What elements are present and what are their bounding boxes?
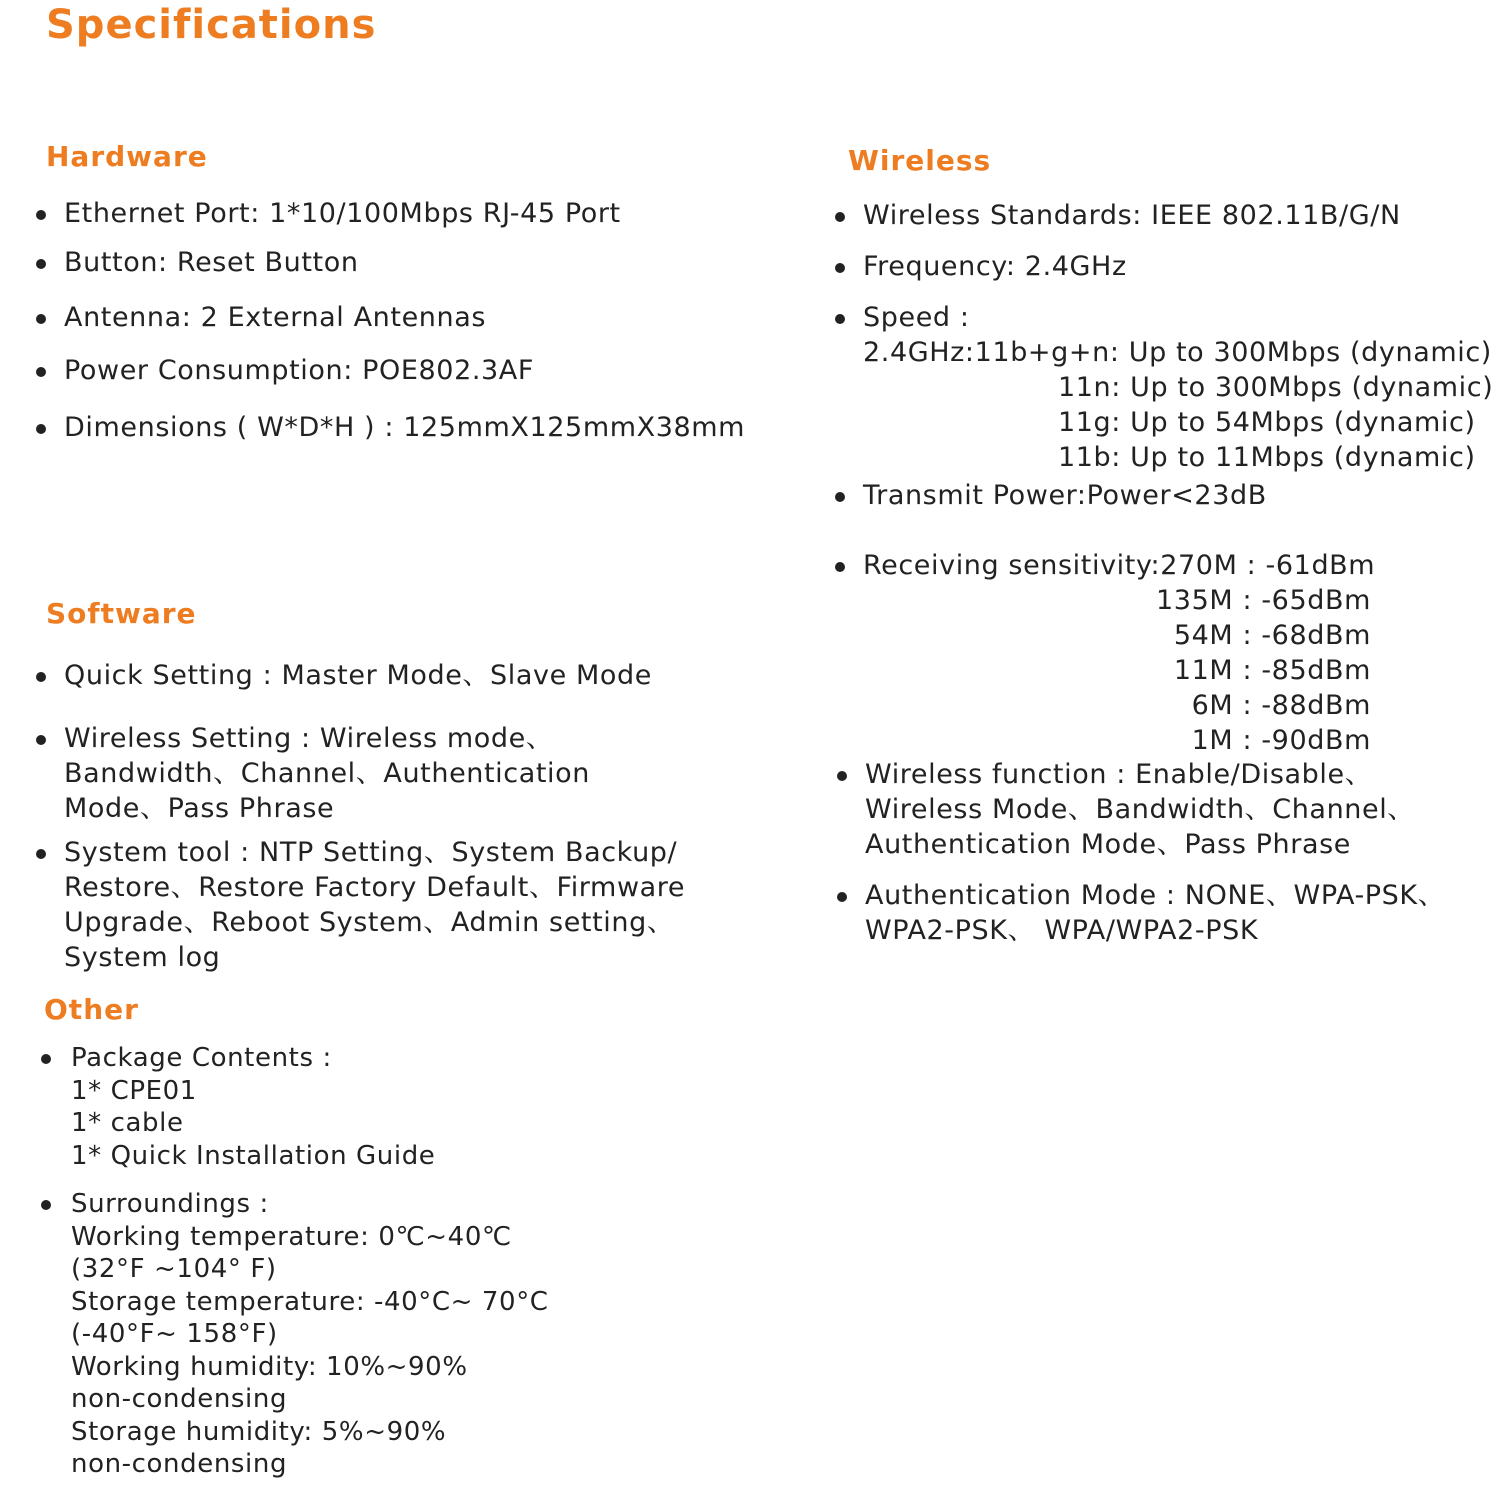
list-item: Power Consumption: POE802.3AF <box>64 353 534 388</box>
list-item: Dimensions ( W*D*H ) : 125mmX125mmX38mm <box>64 410 745 445</box>
software-heading: Software <box>46 597 197 630</box>
list-item: Wireless function : Enable/Disable、 Wireless Mode、Bandwidth、Channel、 Authentication Mode、Pass Phrase <box>865 757 1415 862</box>
bullet-icon <box>36 367 46 377</box>
list-item: Speed : 2.4GHz:11b+g+n: Up to 300Mbps (dynamic) 11n: Up to 300Mbps (dynamic) 11g: Up to 54Mbps (dynamic) 11b: Up to 11Mbps (dynamic) <box>863 300 1493 475</box>
list-item: Authentication Mode : NONE、WPA-PSK、 WPA2-PSK、 WPA/WPA2-PSK <box>865 878 1445 948</box>
bullet-icon <box>41 1200 51 1210</box>
bullet-icon <box>837 892 847 902</box>
list-item: Quick Setting : Master Mode、Slave Mode <box>64 658 652 693</box>
bullet-icon <box>835 263 845 273</box>
list-item: System tool : NTP Setting、System Backup/ Restore、Restore Factory Default、Firmware Upgrade、Reboot System、Admin setting、 System log <box>64 835 685 975</box>
bullet-icon <box>835 212 845 222</box>
bullet-icon <box>835 492 845 502</box>
list-item: Surroundings : Working temperature: 0℃~40℃ (32°F ~104° F) Storage temperature: -40°C~ 70°C (-40°F~ 158°F) Working humidity: 10%~90% non-condensing Storage humidity: 5%~90% non-condensing <box>71 1188 549 1481</box>
list-item: Receiving sensitivity:270M : -61dBm 135M : -65dBm 54M : -68dBm 11M : -85dBm 6M : -88dBm 1M : -90dBm <box>863 548 1375 758</box>
bullet-icon <box>835 562 845 572</box>
list-item: Package Contents : 1* CPE01 1* cable 1* Quick Installation Guide <box>71 1042 435 1172</box>
bullet-icon <box>36 424 46 434</box>
list-item: Ethernet Port: 1*10/100Mbps RJ-45 Port <box>64 196 621 231</box>
list-item: Frequency: 2.4GHz <box>863 249 1127 284</box>
list-item: Button: Reset Button <box>64 245 359 280</box>
page-title: Specifications <box>46 2 377 48</box>
bullet-icon <box>835 314 845 324</box>
list-item: Wireless Standards: IEEE 802.11B/G/N <box>863 198 1401 233</box>
hardware-heading: Hardware <box>46 140 208 173</box>
bullet-icon <box>36 210 46 220</box>
bullet-icon <box>36 672 46 682</box>
other-heading: Other <box>44 993 139 1026</box>
wireless-heading: Wireless <box>848 144 992 177</box>
bullet-icon <box>36 849 46 859</box>
list-item: Antenna: 2 External Antennas <box>64 300 486 335</box>
bullet-icon <box>36 735 46 745</box>
bullet-icon <box>837 771 847 781</box>
bullet-icon <box>36 259 46 269</box>
list-item: Transmit Power:Power<23dB <box>863 478 1267 513</box>
bullet-icon <box>41 1054 51 1064</box>
list-item: Wireless Setting : Wireless mode、 Bandwidth、Channel、Authentication Mode、Pass Phrase <box>64 721 590 826</box>
bullet-icon <box>36 314 46 324</box>
